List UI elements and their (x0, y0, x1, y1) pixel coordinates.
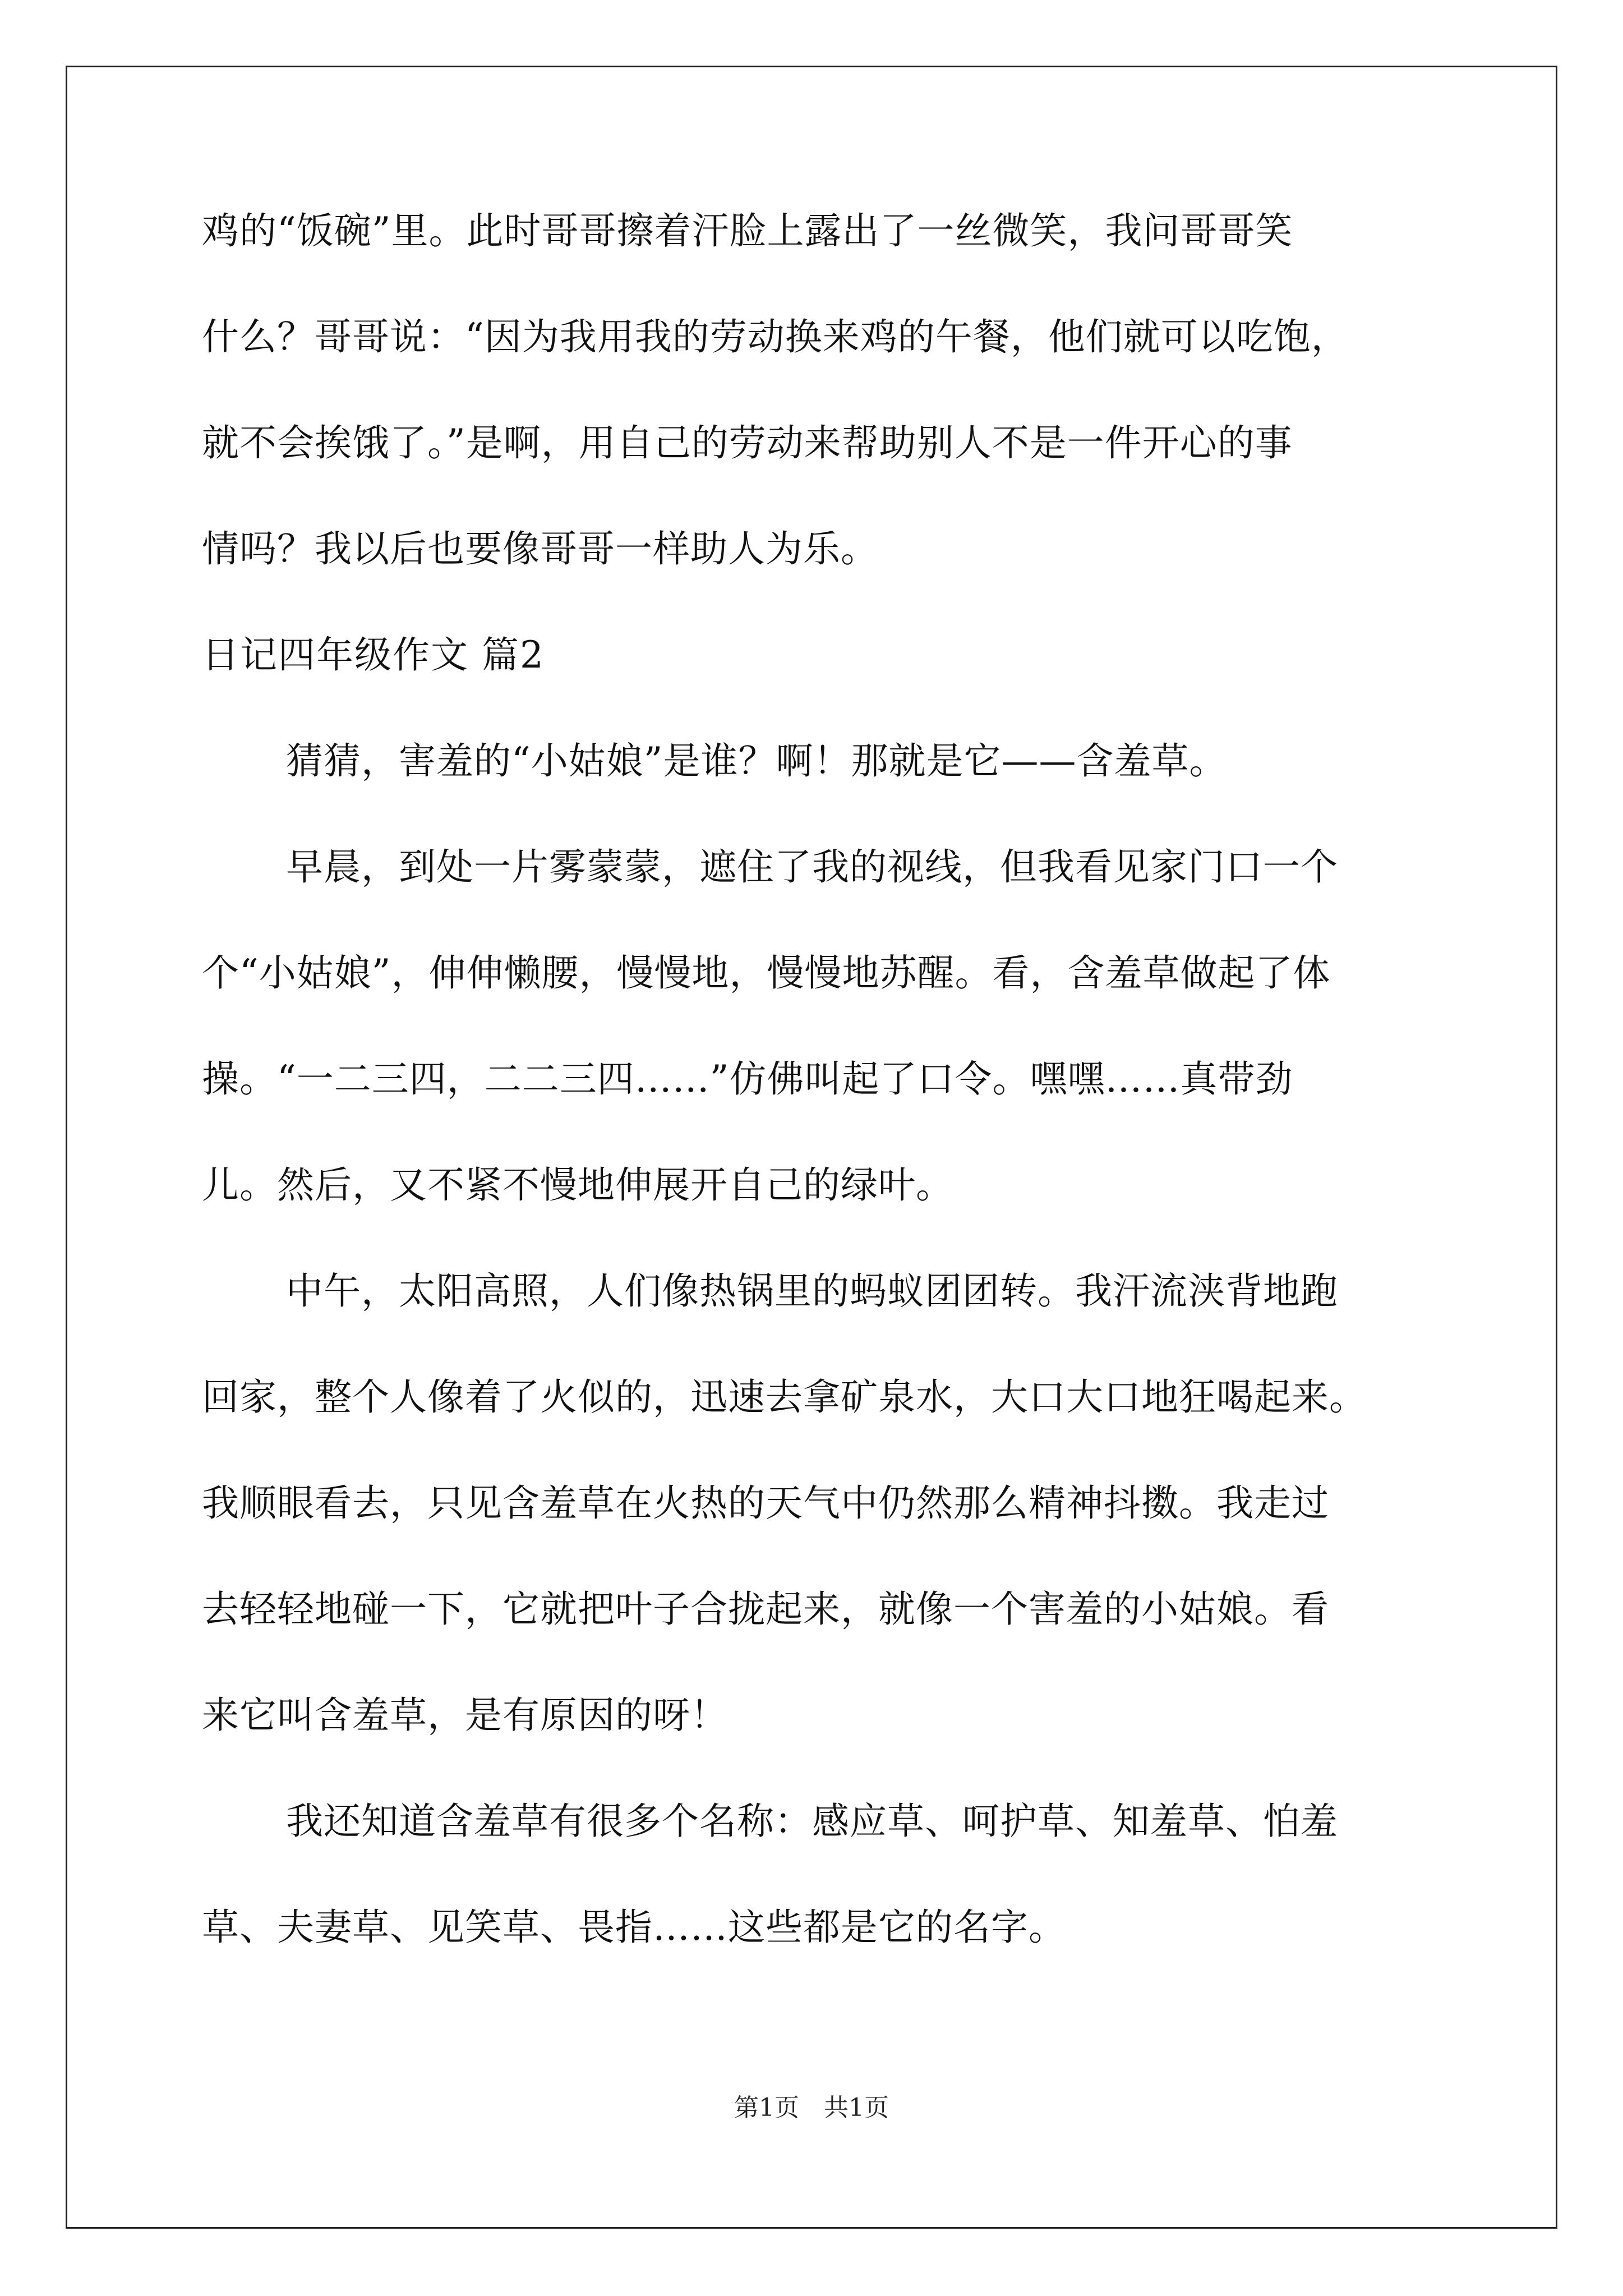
text-line-15: 来它叫含羞草，是有原因的呀！ (202, 1694, 728, 1737)
paragraph-start-3: 中午，太阳高照，人们像热锅里的蚂蚁团团转。我汗流浃背地跑 (286, 1269, 1338, 1313)
text-line-1: 鸡的“饭碗”里。此时哥哥擦着汗脸上露出了一丝微笑，我问哥哥笑 (202, 209, 1293, 252)
text-line-14: 去轻轻地碰一下，它就把叶子合拢起来，就像一个害羞的小姑娘。看 (202, 1588, 1329, 1631)
section-heading: 日记四年级作文 篇2 (202, 633, 545, 677)
text-line-4: 情吗？我以后也要像哥哥一样助人为乐。 (202, 527, 878, 570)
text-line-12: 回家，整个人像着了火似的，迅速去拿矿泉水，大口大口地狂喝起来。 (202, 1375, 1367, 1419)
text-line-2: 什么？哥哥说：“因为我用我的劳动换来鸡的午餐，他们就可以吃饱， (202, 315, 1349, 358)
text-line-8: 个“小姑娘”，伸伸懒腰，慢慢地，慢慢地苏醒。看，含羞草做起了体 (202, 951, 1331, 995)
text-line-10: 儿。然后，又不紧不慢地伸展开自己的绿叶。 (202, 1163, 953, 1207)
paragraph-start-1: 猜猜，害羞的“小姑娘”是谁？啊！那就是它——含羞草。 (286, 739, 1227, 783)
page-footer: 第1页 共1页 (734, 2093, 889, 2122)
text-line-9: 操。“一二三四，二二三四……”仿佛叫起了口令。嘿嘿……真带劲 (202, 1057, 1293, 1101)
document-body (202, 205, 1424, 2007)
paragraph-start-4: 我还知道含羞草有很多个名称：感应草、呵护草、知羞草、怕羞 (286, 1800, 1338, 1843)
text-line-3: 就不会挨饿了。”是啊，用自己的劳动来帮助别人不是一件开心的事 (202, 421, 1293, 464)
paragraph-start-2: 早晨，到处一片雾蒙蒙，遮住了我的视线，但我看见家门口一个 (286, 845, 1338, 889)
text-line-13: 我顺眼看去，只见含羞草在火热的天气中仍然那么精神抖擞。我走过 (202, 1481, 1329, 1525)
text-line-17: 草、夫妻草、见笑草、畏指……这些都是它的名字。 (202, 1906, 1066, 1949)
